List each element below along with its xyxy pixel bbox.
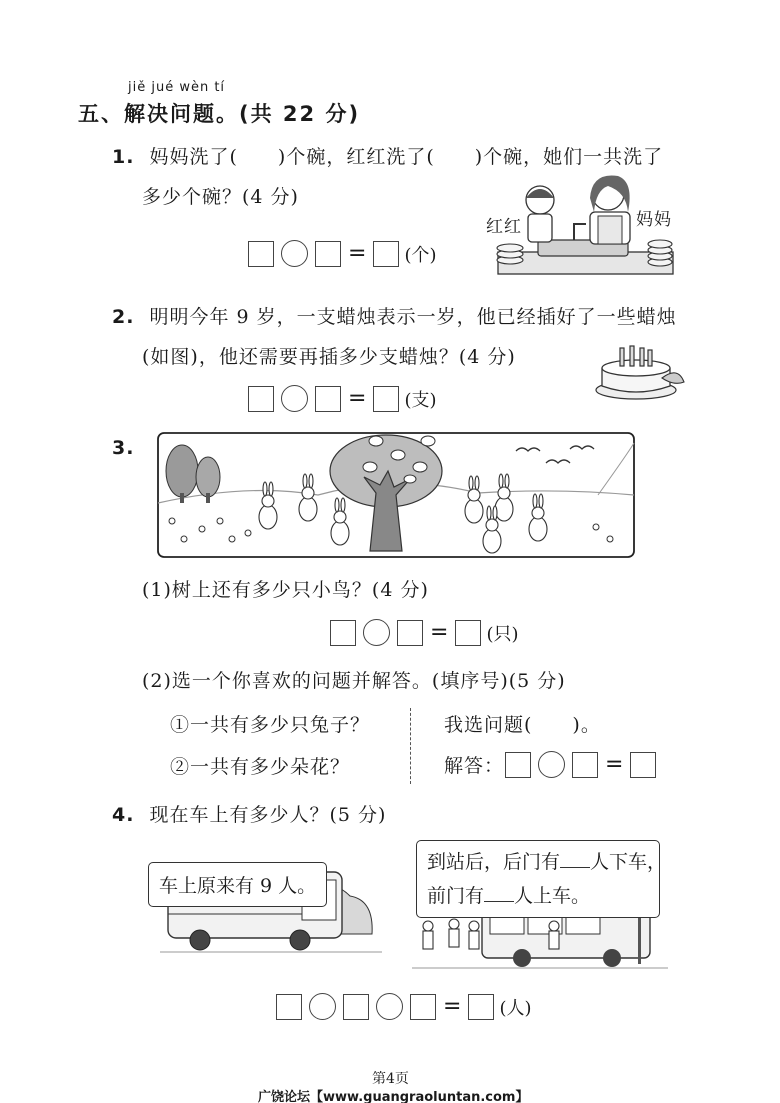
q4-unit: (人): [499, 997, 532, 1019]
q3-answer-label: 解答：: [444, 755, 505, 777]
q3-sub2: (2)选一个你喜欢的问题并解答。(填序号)(5 分): [142, 670, 566, 692]
answer-box[interactable]: [373, 241, 399, 267]
q4-bubble-right-line1: [427, 845, 667, 879]
q1-text-line2: 多少个碗？(4 分): [142, 186, 299, 208]
q3-sub1: (1)树上还有多少只小鸟？(4 分): [142, 579, 429, 601]
q3-scene-illustration: [158, 433, 634, 557]
answer-box[interactable]: [276, 994, 302, 1020]
answer-box[interactable]: [373, 386, 399, 412]
section-title: 五、解决问题。(共 22 分): [78, 102, 361, 126]
q4-bubble-left: 车上原来有 9 人。: [148, 862, 327, 907]
q2-unit: (支): [404, 389, 437, 411]
answer-box[interactable]: [315, 386, 341, 412]
q2-text-line2: (如图)，他还需要再插多少支蜡烛？(4 分): [142, 346, 516, 368]
q2-equation: [248, 385, 436, 412]
q3-number: 3.: [112, 437, 135, 459]
q4-number: 4.: [112, 804, 135, 826]
q2-line1: [112, 302, 677, 329]
q2-text-line1: 明明今年 9 岁，一支蜡烛表示一岁，他已经插好了一些蜡烛: [149, 306, 677, 328]
q4-bubble-right-1b: 人下车，: [590, 851, 667, 873]
q4-bubble-right: [416, 840, 667, 918]
equals-sign: =: [443, 993, 462, 1019]
answer-box[interactable]: [248, 241, 274, 267]
q4-bubble-right-line2: [427, 879, 649, 913]
label-honghong: 红红: [486, 217, 522, 237]
q1-text-line1: 妈妈洗了( )个碗，红红洗了( )个碗，她们一共洗了: [149, 146, 664, 168]
operator-circle[interactable]: [281, 385, 308, 412]
q4-blank-off[interactable]: [560, 852, 590, 868]
q3-sub2-equation: [444, 751, 656, 778]
answer-box[interactable]: [505, 752, 531, 778]
q1-unit: (个): [404, 244, 437, 266]
q4-line: [112, 800, 386, 827]
operator-circle[interactable]: [376, 993, 403, 1020]
q4-text: 现在车上有多少人？(5 分): [149, 804, 387, 826]
q1-equation: [248, 240, 436, 267]
q2-number: 2.: [112, 306, 135, 328]
q4-equation: [276, 993, 531, 1020]
equals-sign: =: [348, 385, 367, 411]
q4-blank-on[interactable]: [484, 886, 514, 902]
answer-box[interactable]: [455, 620, 481, 646]
q3-option1: ①一共有多少只兔子？: [170, 714, 371, 736]
site-footer: 广饶论坛【www.guangraoluntan.com】: [258, 1090, 529, 1103]
equals-sign: =: [348, 240, 367, 266]
q3-option2: ②一共有多少朵花？: [170, 756, 351, 778]
answer-box[interactable]: [343, 994, 369, 1020]
page-number: 第4页: [372, 1071, 409, 1087]
q1-line1: [112, 142, 663, 169]
answer-box[interactable]: [330, 620, 356, 646]
q1-number: 1.: [112, 146, 135, 168]
q4-bubble-right-2a: 前门有: [427, 885, 485, 907]
section-pinyin: jiě jué wèn tí: [128, 80, 226, 95]
q4-bubble-right-1a: 到站后，后门有: [427, 851, 561, 873]
operator-circle[interactable]: [538, 751, 565, 778]
answer-box[interactable]: [248, 386, 274, 412]
q3-sub1-equation: [330, 619, 518, 646]
answer-box[interactable]: [397, 620, 423, 646]
equals-sign: =: [430, 619, 449, 645]
answer-box[interactable]: [410, 994, 436, 1020]
operator-circle[interactable]: [363, 619, 390, 646]
answer-box[interactable]: [468, 994, 494, 1020]
answer-box[interactable]: [315, 241, 341, 267]
q3-choose: 我选问题( )。: [444, 714, 601, 736]
equals-sign: =: [605, 751, 624, 777]
answer-box[interactable]: [572, 752, 598, 778]
operator-circle[interactable]: [309, 993, 336, 1020]
operator-circle[interactable]: [281, 240, 308, 267]
label-mama: 妈妈: [636, 210, 672, 230]
q3-sub1-unit: (只): [486, 623, 519, 645]
answer-box[interactable]: [630, 752, 656, 778]
q4-bubble-right-2b: 人上车。: [514, 885, 591, 907]
q3-divider: [410, 708, 411, 784]
q2-cake-illustration: [592, 338, 688, 402]
